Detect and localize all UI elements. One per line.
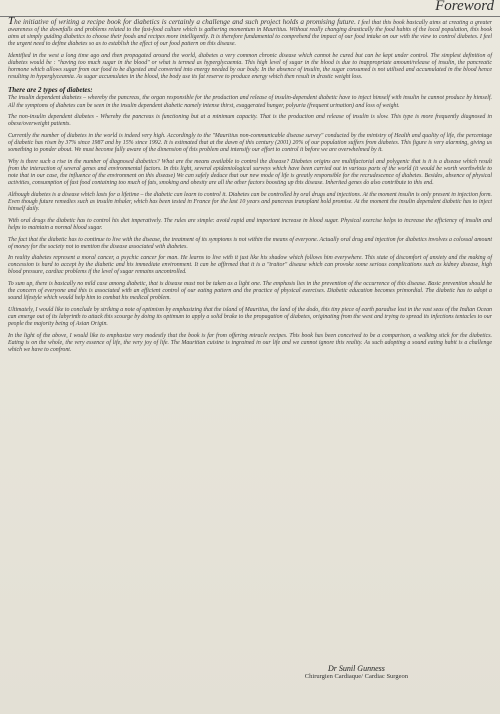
paragraph-intro	[8, 15, 492, 48]
signature-name: Dr Sunil Gunness	[327, 664, 385, 673]
paragraph-moral: In reality diabetes represent a moral cancer, a psychic cancer for man. He learns to live with it just like his shadow which follows him everywhere. This state of discomfort of anxiety and the making of concession is hard to accept by the diabetic and his immediate environment. It can be affirmed that it is a "traitor" disease which can provoke some serious complications such as kidney disease, high blood pressure, cardiac problems if the level of sugar remains uncontrolled.	[8, 255, 492, 276]
paragraph-optimism: Ultimately, I would like to conclude by striking a note of optimism by emphasizing that the island of Mauritius, the land of the dodo, this tiny piece of earth paradise lost in the vast seas of the Indian Ocean can emerge out of its labyrinth to attack this scourge by doing its optimum to apply a solid brake to the propagation of diabetes, originating from the west and trying to spread its infections tentacles to our people the majority being of Asian Origin.	[8, 307, 492, 328]
page-header	[0, 0, 500, 17]
signature-role: Chirurgien Cardiaque/ Cardiac Surgeon	[304, 673, 408, 680]
intro-rest: I feel that this book basically aims at creating a greater awareness of the downfalls and problems related to the fast-food culture which is gathering momentum in Mauritius. Without really changing drastically the food habits of the local population, this book aims at simply guiding diabetics to choose their foods and recipes more intelligently. It is therefore fundamental to comprehend the impact of our food intake on our with the view to control diabetes. I feel the urgent need to define diabetes so as to establish the effect of our food pattern on this disease.	[8, 20, 492, 48]
intro-lead: he initiative of writing a recipe book for diabetics is certainly a challenge and such project holds a promising future.	[14, 18, 356, 26]
page-title: Foreword	[435, 0, 494, 14]
paragraph-summary: To sum up, there is basically no mild case among diabetic, that is disease must not be taken as a light one. The emphasis lies in the prevention of the occurrence of this disease. Basic prevention should be the concern of everyone and this is associated with an efficient control of our eating pattern and the practice of physical exercises. Diabetic education becomes primordial. The diabetic has to adopt a sound lifestyle which would help him to combat his medical problem.	[8, 281, 492, 302]
types-subheading: There are 2 types of diabetes:	[8, 86, 93, 95]
paragraph-definition: Identified in the west a long time ago and then propagated around the world, diabetes a very common chronic disease which cannot be cured but can be kept under control. The simplest definition of diabetes would be : "having too much sugar in the blood" or what is termed as hyperglycaemia. This high level of sugar in the blood is due to inappropriate amount/release of insulin, the pancreatic hormone which allows sugar from our food to be digested and converted into energy needed by our body. In the absence of insulin, the sugar consumed is not utilised and accumulated in the blood hence resulting in hyperglyceamia. As sugar accumulates in the blood, the body use its fat reserve to produce energy which then result in drastic weight loss.	[8, 52, 492, 81]
paragraph-conclusion: In the light of the above, I would like to emphasize very modestly that the book is far from offering miracle recipes. This book has been conceived to be a comparison, a walking stick for the diabetics. Eating is on the whole, the very essence of life, the very joy of life. The Mauritian cuisine is ingrained in our life and we cannot ignore this reality. As such adopting a sound eating habit is a challenge which we have to confront.	[8, 332, 492, 354]
paragraph-cost: The fact that the diabetic has to continue to live with the disease, the treatment of its symptoms is not within the means of everyone. Actually oral drug and injection for diabetics involves a colossal amount of money for the society not to mention the disease associated with diabetes.	[8, 236, 492, 250]
paragraph-type-1: The insulin dependent diabetes – whereby the pancreas, the organ responsible for the production and release of insulin-dependent diabetic have to inject himself with insulin he cannot produce by himself. All the symptoms of diabetes can be seen in the insulin dependent diabetic namely intense thirst, exaggerated hunger, polyuria (frequent urination) and loss of weight.	[8, 95, 492, 109]
paragraph-statistics: Currently the number of diabetes in the world is indeed very high. Accordingly to the "Mauritius non-communicable disease survey" conducted by the ministry of Health and quality of life, the percentage of diabetic has risen by 37% since 1987 and by 15% since 1992. It is estimated that at the dawn of this century (2001) 20% of our population suffers from diabetes. This figure is very alarming, giving us something to ponder about. We must become fully aware of the dimension of this problem and intensify our effort to control it before we are overwhelmed by it.	[8, 133, 492, 154]
foreword-body	[8, 15, 493, 354]
paragraph-oral-drugs: With oral drugs the diabetic has to control his diet imperatively. The rules are simple: avoid rapid and important increase in blood sugar. Physical exercise helps to increase the efficiency of insulin and helps to maintain a normal blood sugar.	[8, 217, 492, 231]
signature-block	[305, 664, 408, 680]
drop-cap: T	[8, 15, 15, 27]
paragraph-causes: Why is there such a rise in the number of diagnosed diabetics? What are the means available to control the disease? Diabetes origins are multifactorial and polygenic that is it is a disease which result from the interaction of several genes and environmental factors. In this light, several epidemiological surveys which have been carried out in various parts of the world (it would be worth worthwhile to note that in our case, the influence of the environment on this disease) We can safely deduce that our new mode of life is greatly responsible for the recrudescence of diabetes. Besides, absence of physical activities, consumption of fast food containing too much of fats, smoking and obesity are all the other factors boosting up this disease. Inherited genes do also contribute to this end.	[8, 158, 492, 187]
paragraph-control: Although diabetes is a disease which lasts for a lifetime – the diabetic can learn to control it. Diabetes can be controlled by oral drugs and injections. At the moment insulin is only present in injection form. Even though future remedies such as insulin inhaler, which has been tested in France for the last 10 years and pancreas transplant hold promise. At the moment the insulin dependent diabetic has to inject himself daily.	[8, 191, 493, 213]
paragraph-type-2: The non-insulin dependent diabetes - Whereby the pancreas is functioning but at a minimum capacity. That is the production and release of insulin is slow. This type is more frequently diagnosed in obese/overweight patients.	[8, 114, 492, 128]
